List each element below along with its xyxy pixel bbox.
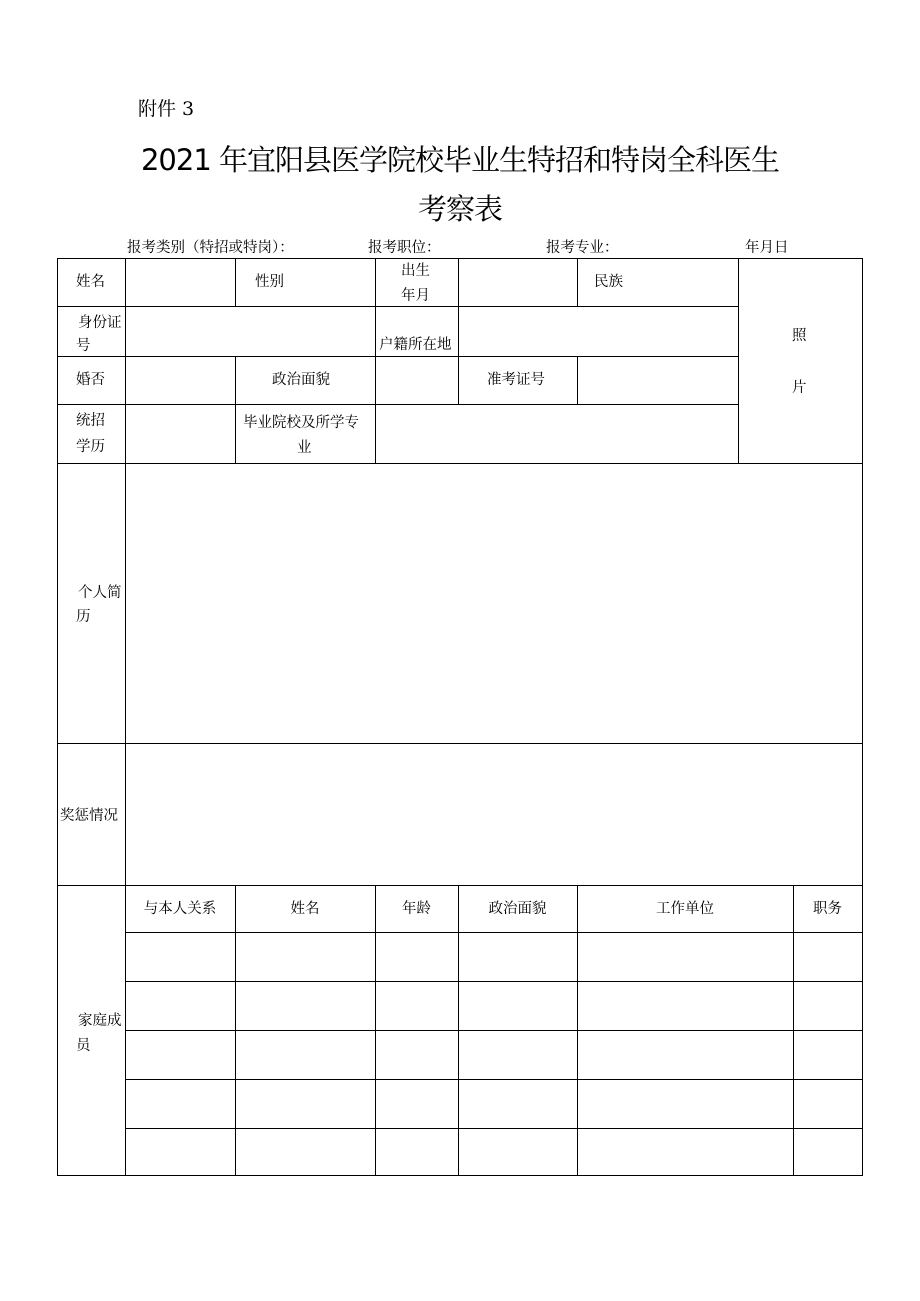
family-header-employer: 工作单位 (656, 901, 714, 917)
page-subtitle: 考察表 (417, 192, 502, 226)
table-line (125, 258, 126, 1176)
table-line (57, 258, 58, 1176)
label-family-line1: 家庭成 (78, 1013, 122, 1029)
table-line (577, 258, 578, 306)
table-line (57, 1175, 863, 1176)
label-photo-line2: 片 (792, 380, 807, 396)
label-family-line2: 员 (76, 1038, 91, 1054)
table-line (57, 743, 863, 744)
table-line (235, 258, 236, 306)
table-line (235, 885, 236, 1176)
table-line (458, 885, 459, 1176)
label-id-line2: 号 (76, 338, 91, 354)
table-line (375, 885, 376, 1176)
label-photo-line1: 照 (792, 328, 807, 344)
info-position: 报考职位： (368, 240, 441, 256)
label-exam-number: 准考证号 (487, 372, 545, 388)
info-date: 年月日 (745, 240, 789, 256)
label-name: 姓名 (76, 274, 105, 290)
page-title: 2021 年宜阳县医学院校毕业生特招和特岗全科医生 (140, 143, 780, 177)
family-header-age: 年龄 (402, 901, 431, 917)
label-awards: 奖惩情况 (60, 808, 118, 824)
table-line (375, 258, 376, 464)
label-id-line1: 身份证 (78, 315, 122, 331)
label-ethnicity: 民族 (594, 274, 623, 290)
label-school-line1: 毕业院校及所学专 (243, 415, 359, 431)
family-header-relation: 与本人关系 (143, 901, 217, 917)
label-resume-line1: 个人简 (78, 585, 122, 601)
table-line (738, 258, 739, 464)
info-category: 报考类别（特招或特岗）： (127, 240, 294, 256)
label-school-line2: 业 (297, 440, 312, 456)
label-birth-line1: 出生 (401, 263, 430, 279)
table-line (57, 885, 863, 886)
family-header-name: 姓名 (290, 901, 320, 917)
table-line (57, 404, 738, 405)
family-header-political: 政治面貌 (488, 901, 547, 917)
table-line (57, 463, 863, 464)
table-line (57, 258, 863, 259)
label-birth-line2: 年月 (401, 288, 430, 304)
label-resume-line2: 历 (76, 609, 91, 625)
attachment-label: 附件 3 (138, 98, 195, 120)
table-line (577, 356, 578, 404)
table-line (793, 885, 794, 1176)
label-education-line1: 统招 (76, 413, 105, 429)
table-line (577, 885, 578, 1176)
label-political: 政治面貌 (272, 372, 330, 388)
label-household: 户籍所在地 (379, 337, 452, 353)
label-gender: 性别 (255, 274, 284, 290)
family-header-post: 职务 (813, 901, 842, 917)
label-marital: 婚否 (76, 372, 105, 388)
table-line (862, 258, 863, 1176)
table-line (235, 356, 236, 464)
table-line (458, 258, 459, 404)
label-education-line2: 学历 (76, 439, 105, 455)
table-line (57, 306, 738, 307)
table-line (57, 356, 738, 357)
info-major: 报考专业： (546, 240, 619, 256)
